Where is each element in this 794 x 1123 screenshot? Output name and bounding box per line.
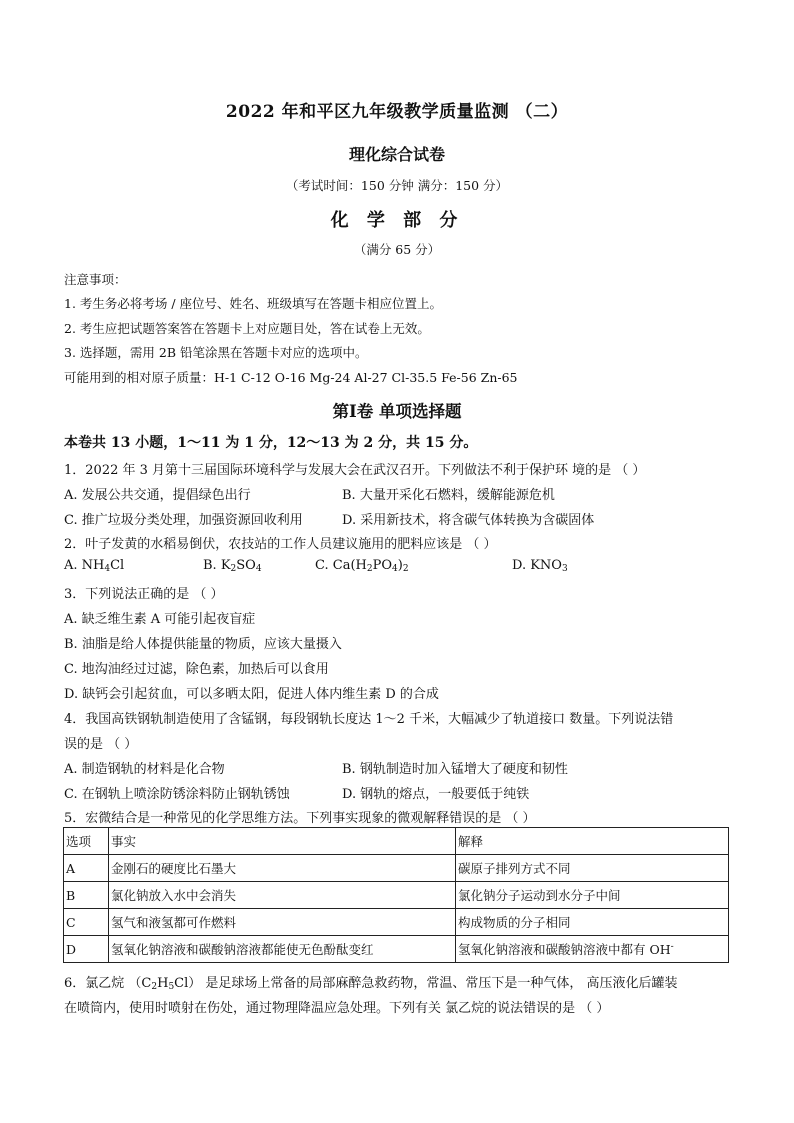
option-d [512,558,568,574]
option-text: ) [397,558,403,573]
option-b: B. 大量开采化石燃料，缓解能源危机 [342,488,555,503]
option-d: D. 钢轨的熔点，一般要低于纯铁 [342,787,530,802]
subscript: 2 [366,564,373,574]
subscript: 2 [230,564,237,574]
option-text: PO [372,558,392,573]
question-stem [64,972,678,992]
option-a: A. 发展公共交通，提倡绿色出行 [64,488,251,503]
question-stem: 1．2022 年 3 月第十三届国际环境科学与发展大会在武汉召开。下列做法不利于保护环 境的是 （ ） [64,463,646,478]
option-text: B. K [203,558,231,573]
cell-text: 氢氧化钠溶液和碳酸钠溶液中都有 OH [458,942,671,957]
part-title: 第Ⅰ卷 单项选择题 [332,402,462,421]
option-c: C. 推广垃圾分类处理，加强资源回收利用 [64,513,303,528]
subscript: 4 [392,564,398,574]
notice-heading: 注意事项： [64,272,127,287]
table-cell: 氯化钠放入水中会消失 [109,882,456,909]
option-text: C. Ca(H [315,558,367,573]
option-b [203,558,262,574]
table-header-row [64,828,729,855]
section-title: 化 学 部 分 [330,210,464,231]
table-cell: 金刚石的硬度比石墨大 [109,855,456,882]
option-b: B. 油脂是给人体提供能量的物质，应该大量摄入 [64,637,342,652]
exam-title: 2022 年和平区九年级教学质量监测 （二） [225,102,569,122]
table-row [64,882,729,909]
question-stem: 2．叶子发黄的水稻易倒伏，农技站的工作人员建议施用的肥料应该是 （ ） [64,537,497,552]
option-d: D. 采用新技术，将含碳气体转换为含碳固体 [342,513,595,528]
exam-subtitle: 理化综合试卷 [348,145,445,164]
subscript: 2 [402,564,409,574]
option-text: Cl [110,558,125,573]
superscript: - [670,941,674,952]
subscript: 5 [168,982,175,992]
part-instruction: 本卷共 13 小题，1～11 为 1 分，12～13 为 2 分，共 15 分。 [64,435,478,451]
exam-time-info: （考试时间：150 分钟 满分：150 分） [285,178,509,193]
option-text: SO [236,558,256,573]
table-row [64,936,729,963]
notice-item: 3. 选择题，需用 2B 铅笔涂黑在答题卡对应的选项中。 [64,345,368,360]
question-stem: 3．下列说法正确的是 （ ） [64,587,224,602]
option-a: A. 缺乏维生素 A 可能引起夜盲症 [64,612,256,627]
notice-item: 2. 考生应把试题答案答在答题卡上对应题目处，答在试卷上无效。 [64,321,430,336]
table-header-cell: 选项 [64,828,109,855]
table-cell: 碳原子排列方式不同 [456,855,729,882]
subscript: 2 [151,982,158,992]
table-cell [456,936,729,963]
option-b: B. 钢轨制造时加入锰增大了硬度和韧性 [342,762,568,777]
notice-item: 1. 考生务必将考场 / 座位号、姓名、班级填写在答题卡相应位置上。 [64,296,443,311]
option-d: D. 缺钙会引起贫血，可以多晒太阳，促进人体内维生素 D 的合成 [64,687,439,702]
stem-text: Cl） 是足球场上常备的局部麻醉急救药物，常温、常压下是一种气体， 高压液化后罐装 [174,976,678,991]
table-cell: 构成物质的分子相同 [456,909,729,936]
table-header-cell: 解释 [456,828,729,855]
stem-text: H [157,976,169,991]
option-c: C. 地沟油经过过滤，除色素，加热后可以食用 [64,662,329,677]
atomic-masses: 可能用到的相对原子质量：H-1 C-12 O-16 Mg-24 Al-27 Cl-35.5 Fe-56 Zn-65 [64,370,518,385]
table-cell: D [64,936,109,963]
option-text: D. KNO [512,558,562,573]
option-c: C. 在钢轨上喷涂防锈涂料防止钢轨锈蚀 [64,787,290,802]
table-cell: C [64,909,109,936]
table-cell: 氢气和液氢都可作燃料 [109,909,456,936]
option-c [315,558,409,574]
question-stem: 5．宏微结合是一种常见的化学思维方法。下列事实现象的微观解释错误的是 （ ） [64,811,536,826]
question-stem-continued: 误的是 （ ） [64,737,138,752]
table-row [64,909,729,936]
subscript: 3 [561,564,568,574]
subscript: 4 [104,564,111,574]
stem-text: 6．氯乙烷 （C [64,976,152,991]
table-row [64,855,729,882]
question-stem: 4．我国高铁钢轨制造使用了含锰钢，每段钢轨长度达 1～2 千米，大幅减少了轨道接口 数量。下列说法错 [64,712,674,727]
table-cell: B [64,882,109,909]
question-stem-continued: 在喷筒内，使用时喷射在伤处，通过物理降温应急处理。下列有关 氯乙烷的说法错误的是 （ ） [64,1001,610,1016]
section-score: （满分 65 分） [353,242,441,257]
facts-table [63,827,729,963]
table-cell: A [64,855,109,882]
option-a: A. 制造钢轨的材料是化合物 [64,762,225,777]
option-text: A. NH [64,558,105,573]
subscript: 4 [255,564,262,574]
table-cell: 氯化钠分子运动到水分子中间 [456,882,729,909]
option-a [64,558,124,574]
table-cell: 氢氧化钠溶液和碳酸钠溶液都能使无色酚酞变红 [109,936,456,963]
table-header-cell: 事实 [109,828,456,855]
